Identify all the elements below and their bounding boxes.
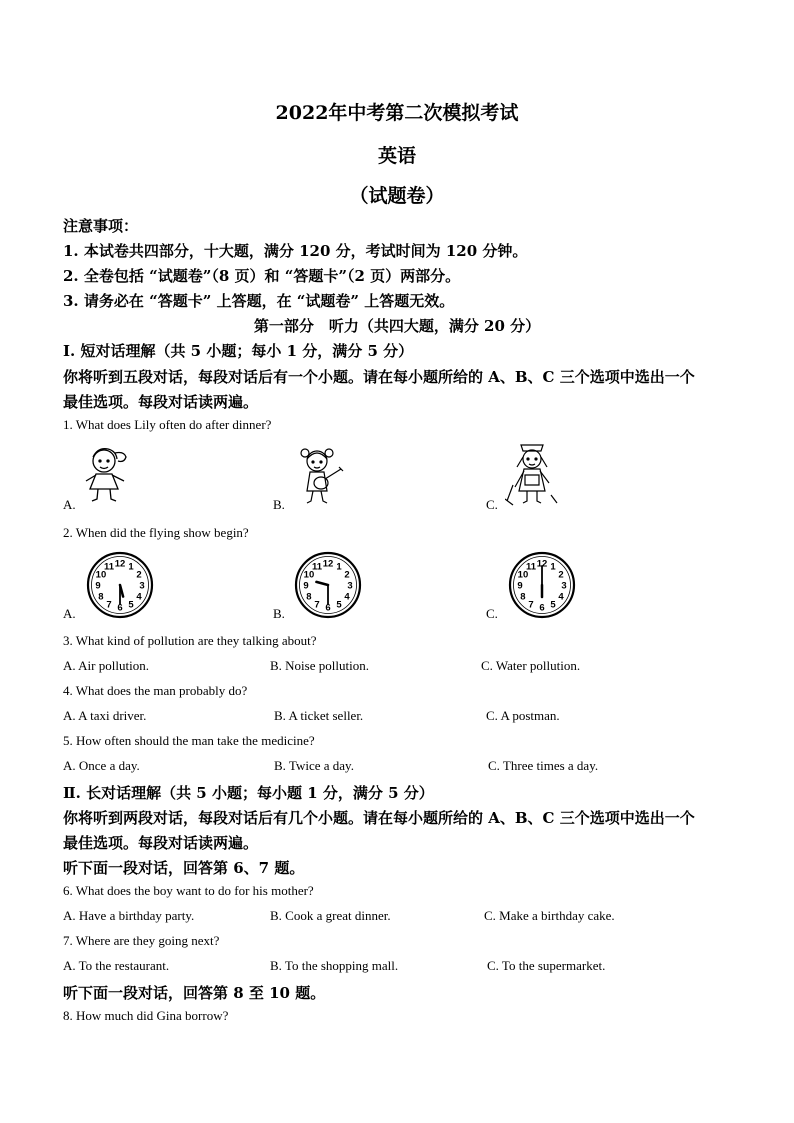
question-stem: 3. What kind of pollution are they talking about? <box>63 633 317 648</box>
option-label: A. Have a birthday party. <box>63 908 195 923</box>
question-stem: 8. How much did Gina borrow? <box>63 1008 229 1023</box>
question-stem: 5. How often should the man take the medicine? <box>63 733 315 748</box>
option-label: A. Air pollution. <box>63 658 149 673</box>
clock-number: 3 <box>561 580 567 592</box>
clock-number: 9 <box>517 580 523 592</box>
option-label: B. A ticket seller. <box>274 708 364 723</box>
question-stem: 2. When did the flying show begin? <box>63 525 249 540</box>
option-label: A. <box>63 497 76 512</box>
option-label: C. <box>486 606 498 621</box>
clock-number: 8 <box>306 591 312 603</box>
section1-instruction: 你将听到五段对话，每段对话后有一个小题。请在每小题所给的 A、B、C 三个选项中选出一个 <box>63 368 695 386</box>
clock-number: 2 <box>558 569 564 581</box>
clock-number: 8 <box>520 591 526 603</box>
clock-number: 6 <box>325 602 331 614</box>
clock-number: 1 <box>336 561 342 573</box>
clock-number: 2 <box>344 569 350 581</box>
option-label: B. <box>273 606 285 621</box>
clock-number: 10 <box>517 569 529 581</box>
note-item: 2. 全卷包括 “试题卷”（8 页）和 “答题卡”（2 页）两部分。 <box>63 267 461 285</box>
option-label: C. Water pollution. <box>481 658 581 673</box>
exam-title: 2022年中考第二次模拟考试 <box>275 102 519 124</box>
clock-number: 5 <box>128 599 134 611</box>
clock-number: 12 <box>114 558 126 570</box>
paper-title: （试题卷） <box>349 185 445 207</box>
option-label: C. To the supermarket. <box>487 958 606 973</box>
question-stem: 6. What does the boy want to do for his mother? <box>63 883 314 898</box>
clock-icon <box>86 551 154 619</box>
option-label: C. A postman. <box>486 708 560 723</box>
note-item: 3. 请务必在 “答题卡” 上答题，在 “试题卷” 上答题无效。 <box>63 292 455 310</box>
clock-number: 5 <box>550 599 556 611</box>
option-label: C. <box>486 497 498 512</box>
note-item: 1. 本试卷共四部分，十大题，满分 120 分，考试时间为 120 分钟。 <box>63 242 528 260</box>
option-label: B. Noise pollution. <box>270 658 369 673</box>
clock-number: 10 <box>95 569 107 581</box>
clock-number: 9 <box>303 580 309 592</box>
clock-icon <box>508 551 576 619</box>
clock-number: 11 <box>103 561 115 573</box>
section2-instruction: 你将听到两段对话，每段对话后有几个小题。请在每小题所给的 A、B、C 三个选项中选出一个 <box>63 809 695 827</box>
notes-heading: 注意事项： <box>63 217 139 235</box>
clock-number: 2 <box>136 569 142 581</box>
option-label: A. To the restaurant. <box>63 958 170 973</box>
option-label: A. A taxi driver. <box>63 708 147 723</box>
clock-number: 3 <box>347 580 353 592</box>
clock-number: 7 <box>528 599 534 611</box>
girl-playing-guitar-image <box>295 445 347 507</box>
option-label: B. <box>273 497 285 512</box>
clock-number: 12 <box>322 558 334 570</box>
clock-number: 1 <box>550 561 556 573</box>
dialogue-group-heading: 听下面一段对话，回答第 8 至 10 题。 <box>63 984 326 1002</box>
clock-number: 1 <box>128 561 134 573</box>
section2-instruction: 最佳选项。每段对话读两遍。 <box>63 834 259 852</box>
girl-sweeping-image <box>505 441 561 507</box>
clock-number: 12 <box>536 558 548 570</box>
dialogue-group-heading: 听下面一段对话，回答第 6、7 题。 <box>63 859 305 877</box>
option-label: C. Make a birthday cake. <box>484 908 615 923</box>
clock-number: 11 <box>311 561 323 573</box>
question-stem: 4. What does the man probably do? <box>63 683 248 698</box>
option-label: B. Twice a day. <box>274 758 354 773</box>
section1-instruction: 最佳选项。每段对话读两遍。 <box>63 393 259 411</box>
clock-number: 7 <box>106 599 112 611</box>
section1-heading: Ⅰ. 短对话理解（共 5 小题；每小 1 分，满分 5 分） <box>63 342 414 360</box>
clock-number: 6 <box>117 602 123 614</box>
clock-number: 3 <box>139 580 145 592</box>
option-label: B. To the shopping mall. <box>270 958 399 973</box>
clock-number: 11 <box>525 561 537 573</box>
option-label: A. Once a day. <box>63 758 140 773</box>
clock-number: 9 <box>95 580 101 592</box>
section2-heading: Ⅱ. 长对话理解（共 5 小题；每小题 1 分，满分 5 分） <box>63 784 434 802</box>
option-label: A. <box>63 606 76 621</box>
question-stem: 1. What does Lily often do after dinner? <box>63 417 272 432</box>
clock-number: 8 <box>98 591 104 603</box>
option-label: B. Cook a great dinner. <box>270 908 391 923</box>
clock-number: 4 <box>558 591 564 603</box>
part1-heading: 第一部分 听力（共四大题，满分 20 分） <box>253 317 541 335</box>
subject-title: 英语 <box>377 145 416 167</box>
clock-number: 10 <box>303 569 315 581</box>
clock-number: 4 <box>344 591 350 603</box>
clock-number: 7 <box>314 599 320 611</box>
option-label: C. Three times a day. <box>488 758 599 773</box>
clock-icon <box>294 551 362 619</box>
question-stem: 7. Where are they going next? <box>63 933 220 948</box>
clock-number: 4 <box>136 591 142 603</box>
clock-number: 5 <box>336 599 342 611</box>
girl-dancing-image <box>80 443 136 505</box>
clock-number: 6 <box>539 602 545 614</box>
clock-hour-hand <box>316 582 328 585</box>
